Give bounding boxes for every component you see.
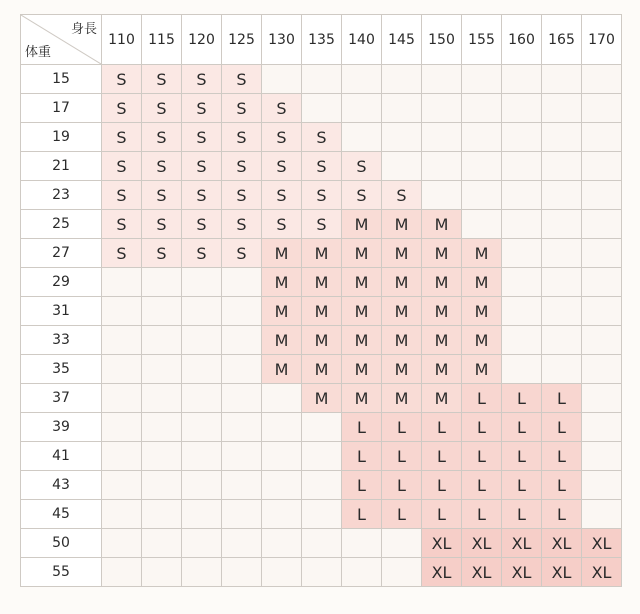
size-cell [542,65,582,94]
size-cell [462,210,502,239]
size-cell: L [422,413,462,442]
size-cell [542,181,582,210]
size-cell [102,471,142,500]
size-cell [582,384,622,413]
size-cell [142,384,182,413]
size-cell [102,384,142,413]
height-column-header: 145 [382,15,422,65]
weight-row-header: 39 [21,413,102,442]
size-cell: M [382,326,422,355]
size-cell [582,152,622,181]
size-cell [582,471,622,500]
size-cell: S [142,181,182,210]
size-cell: S [222,210,262,239]
size-cell [182,442,222,471]
size-cell [302,65,342,94]
size-cell: M [342,384,382,413]
size-cell [142,529,182,558]
size-cell [582,210,622,239]
size-cell: S [102,123,142,152]
size-cell: S [262,94,302,123]
size-cell [582,65,622,94]
table-row [21,326,622,355]
size-cell [302,558,342,587]
size-cell [302,413,342,442]
size-cell: M [262,239,302,268]
table-row [21,442,622,471]
table-body [21,65,622,587]
size-cell [302,94,342,123]
size-cell [182,413,222,442]
size-cell: S [262,123,302,152]
height-column-header: 135 [302,15,342,65]
size-cell: XL [542,529,582,558]
size-cell: M [382,239,422,268]
size-cell [582,442,622,471]
size-cell: S [182,210,222,239]
size-cell: M [462,326,502,355]
size-cell [262,442,302,471]
size-cell [542,152,582,181]
weight-row-header: 27 [21,239,102,268]
size-cell [142,413,182,442]
table-row [21,529,622,558]
size-cell: L [382,442,422,471]
size-cell [382,529,422,558]
weight-row-header: 25 [21,210,102,239]
size-cell [582,239,622,268]
size-cell [262,529,302,558]
size-cell [142,355,182,384]
size-cell [582,500,622,529]
table-row [21,181,622,210]
size-cell: S [222,123,262,152]
size-cell [342,558,382,587]
size-cell: L [422,442,462,471]
size-cell: L [462,413,502,442]
size-cell [462,181,502,210]
size-cell: L [342,442,382,471]
size-cell: L [422,471,462,500]
size-cell: L [422,500,462,529]
size-cell [262,413,302,442]
size-cell: S [342,152,382,181]
size-cell: L [542,471,582,500]
height-column-header: 160 [502,15,542,65]
size-cell [342,123,382,152]
size-cell [222,442,262,471]
size-cell: M [302,239,342,268]
size-cell [182,326,222,355]
size-cell [342,529,382,558]
size-cell [222,500,262,529]
size-cell: L [542,413,582,442]
height-column-header: 155 [462,15,502,65]
size-cell: M [382,297,422,326]
size-cell: M [422,384,462,413]
size-cell [502,355,542,384]
size-cell: XL [462,529,502,558]
size-cell: XL [422,558,462,587]
size-cell: S [182,181,222,210]
corner-header [21,15,102,65]
weight-row-header: 29 [21,268,102,297]
size-cell [302,500,342,529]
size-cell [142,297,182,326]
size-cell [502,268,542,297]
size-cell [222,471,262,500]
size-cell [182,297,222,326]
size-cell [382,65,422,94]
weight-row-header: 45 [21,500,102,529]
table-row [21,65,622,94]
size-cell: S [222,181,262,210]
size-cell [262,65,302,94]
size-cell: S [262,210,302,239]
size-cell: L [502,471,542,500]
size-cell: L [462,471,502,500]
weight-row-header: 17 [21,94,102,123]
weight-row-header: 43 [21,471,102,500]
table-row [21,268,622,297]
size-cell: M [302,268,342,297]
size-cell: L [342,500,382,529]
table-row [21,297,622,326]
size-cell [582,181,622,210]
size-cell [102,442,142,471]
height-column-header: 125 [222,15,262,65]
weight-row-header: 33 [21,326,102,355]
size-cell: XL [582,558,622,587]
size-cell [502,297,542,326]
height-axis-label: 身長 [70,22,97,37]
size-cell: S [102,152,142,181]
size-cell [182,558,222,587]
size-cell: L [462,500,502,529]
size-cell [222,268,262,297]
size-cell [462,94,502,123]
size-cell [302,442,342,471]
weight-row-header: 31 [21,297,102,326]
size-cell [502,181,542,210]
size-cell [222,529,262,558]
size-cell [542,297,582,326]
size-cell: M [262,355,302,384]
size-cell [102,413,142,442]
size-cell [502,152,542,181]
size-cell: L [542,500,582,529]
size-cell: M [302,297,342,326]
size-cell: L [502,384,542,413]
size-cell [422,181,462,210]
size-cell [102,500,142,529]
weight-row-header: 50 [21,529,102,558]
size-cell: XL [542,558,582,587]
size-cell: S [302,181,342,210]
size-cell: S [302,152,342,181]
size-cell [222,326,262,355]
table-row [21,123,622,152]
size-cell: S [222,239,262,268]
size-cell: M [422,297,462,326]
size-cell [102,297,142,326]
size-cell: S [222,152,262,181]
size-cell: L [542,442,582,471]
size-cell [542,355,582,384]
size-cell: S [142,239,182,268]
size-cell [102,355,142,384]
size-cell: XL [462,558,502,587]
size-cell: S [102,181,142,210]
size-cell: M [382,384,422,413]
size-cell [102,268,142,297]
size-cell [422,123,462,152]
table-row [21,152,622,181]
size-cell: M [342,210,382,239]
table-row [21,355,622,384]
height-column-header: 150 [422,15,462,65]
size-cell [262,384,302,413]
size-cell: L [382,500,422,529]
size-cell: M [422,326,462,355]
size-cell [542,239,582,268]
size-cell [542,123,582,152]
size-cell [142,471,182,500]
size-cell: S [302,210,342,239]
size-cell [502,123,542,152]
size-cell [262,500,302,529]
size-cell: M [462,355,502,384]
size-cell: S [182,65,222,94]
size-cell [342,65,382,94]
weight-row-header: 15 [21,65,102,94]
size-cell [382,94,422,123]
size-cell: M [462,239,502,268]
size-cell: M [422,210,462,239]
size-cell: M [382,355,422,384]
size-cell: M [262,297,302,326]
size-cell [502,65,542,94]
size-cell: S [102,239,142,268]
size-cell: L [502,442,542,471]
size-cell [462,152,502,181]
size-cell [542,210,582,239]
size-cell [182,384,222,413]
size-cell [422,65,462,94]
size-cell: S [142,94,182,123]
size-cell: M [342,297,382,326]
size-cell: M [382,210,422,239]
size-cell: L [462,384,502,413]
size-cell [582,326,622,355]
size-cell: L [502,500,542,529]
size-cell: L [342,471,382,500]
size-cell [142,268,182,297]
size-cell [182,355,222,384]
size-cell: S [382,181,422,210]
size-cell: XL [502,529,542,558]
size-cell: L [542,384,582,413]
size-cell [502,326,542,355]
size-cell [182,268,222,297]
size-cell [582,123,622,152]
weight-row-header: 37 [21,384,102,413]
size-cell [502,239,542,268]
size-cell [262,471,302,500]
table-row [21,558,622,587]
size-cell: XL [502,558,542,587]
height-column-header: 165 [542,15,582,65]
size-cell [102,529,142,558]
size-cell: S [222,94,262,123]
size-cell: XL [582,529,622,558]
table-row [21,500,622,529]
size-cell [182,471,222,500]
size-cell: S [262,181,302,210]
size-cell: M [462,268,502,297]
size-cell [102,326,142,355]
size-cell: S [182,94,222,123]
size-cell [222,384,262,413]
size-cell [582,297,622,326]
size-cell [382,558,422,587]
table-row [21,413,622,442]
height-column-header: 140 [342,15,382,65]
size-cell: S [102,94,142,123]
size-cell: S [222,65,262,94]
size-cell: M [462,297,502,326]
size-cell [182,500,222,529]
size-cell: M [422,239,462,268]
table-row [21,239,622,268]
size-cell: M [342,326,382,355]
size-cell [142,558,182,587]
size-cell [422,152,462,181]
weight-row-header: 21 [21,152,102,181]
size-cell: XL [422,529,462,558]
size-cell [302,471,342,500]
size-cell: S [182,239,222,268]
height-column-header: 120 [182,15,222,65]
size-cell [582,268,622,297]
size-cell: M [342,268,382,297]
size-cell: M [342,239,382,268]
weight-row-header: 19 [21,123,102,152]
size-cell: M [302,384,342,413]
size-cell [542,326,582,355]
height-column-header: 115 [142,15,182,65]
size-cell: L [462,442,502,471]
size-cell: S [182,123,222,152]
size-chart-table [20,14,622,587]
weight-row-header: 23 [21,181,102,210]
size-cell [502,94,542,123]
weight-row-header: 35 [21,355,102,384]
size-cell [222,355,262,384]
size-cell: M [382,268,422,297]
size-cell [142,326,182,355]
size-cell [462,65,502,94]
size-cell [182,529,222,558]
size-cell: S [302,123,342,152]
size-cell: M [262,326,302,355]
size-cell [302,529,342,558]
table-row [21,384,622,413]
weight-row-header: 55 [21,558,102,587]
size-cell [582,355,622,384]
size-cell [222,558,262,587]
size-cell [222,413,262,442]
size-cell: L [382,413,422,442]
size-cell [142,500,182,529]
size-cell [222,297,262,326]
size-cell [382,152,422,181]
size-cell: L [342,413,382,442]
size-cell [382,123,422,152]
size-cell [502,210,542,239]
size-cell: S [342,181,382,210]
size-cell [422,94,462,123]
size-cell [582,413,622,442]
size-cell: S [102,65,142,94]
height-column-header: 110 [102,15,142,65]
size-cell [342,94,382,123]
size-cell [142,442,182,471]
size-cell [102,558,142,587]
size-cell: S [182,152,222,181]
size-cell: S [142,123,182,152]
table-row [21,471,622,500]
size-cell [542,94,582,123]
size-cell: S [102,210,142,239]
size-cell [462,123,502,152]
size-cell: L [502,413,542,442]
size-cell: M [262,268,302,297]
size-cell: M [422,355,462,384]
size-cell: S [142,152,182,181]
height-column-header: 130 [262,15,302,65]
size-cell: M [422,268,462,297]
size-cell [262,558,302,587]
header-row [21,15,622,65]
size-cell: M [302,326,342,355]
size-cell [542,268,582,297]
size-cell: S [142,65,182,94]
size-cell: S [142,210,182,239]
size-cell: M [302,355,342,384]
weight-row-header: 41 [21,442,102,471]
weight-axis-label: 体重 [25,45,52,60]
table-row [21,94,622,123]
size-cell: S [262,152,302,181]
height-column-header: 170 [582,15,622,65]
size-cell: L [382,471,422,500]
table-row [21,210,622,239]
size-cell [582,94,622,123]
size-cell: M [342,355,382,384]
